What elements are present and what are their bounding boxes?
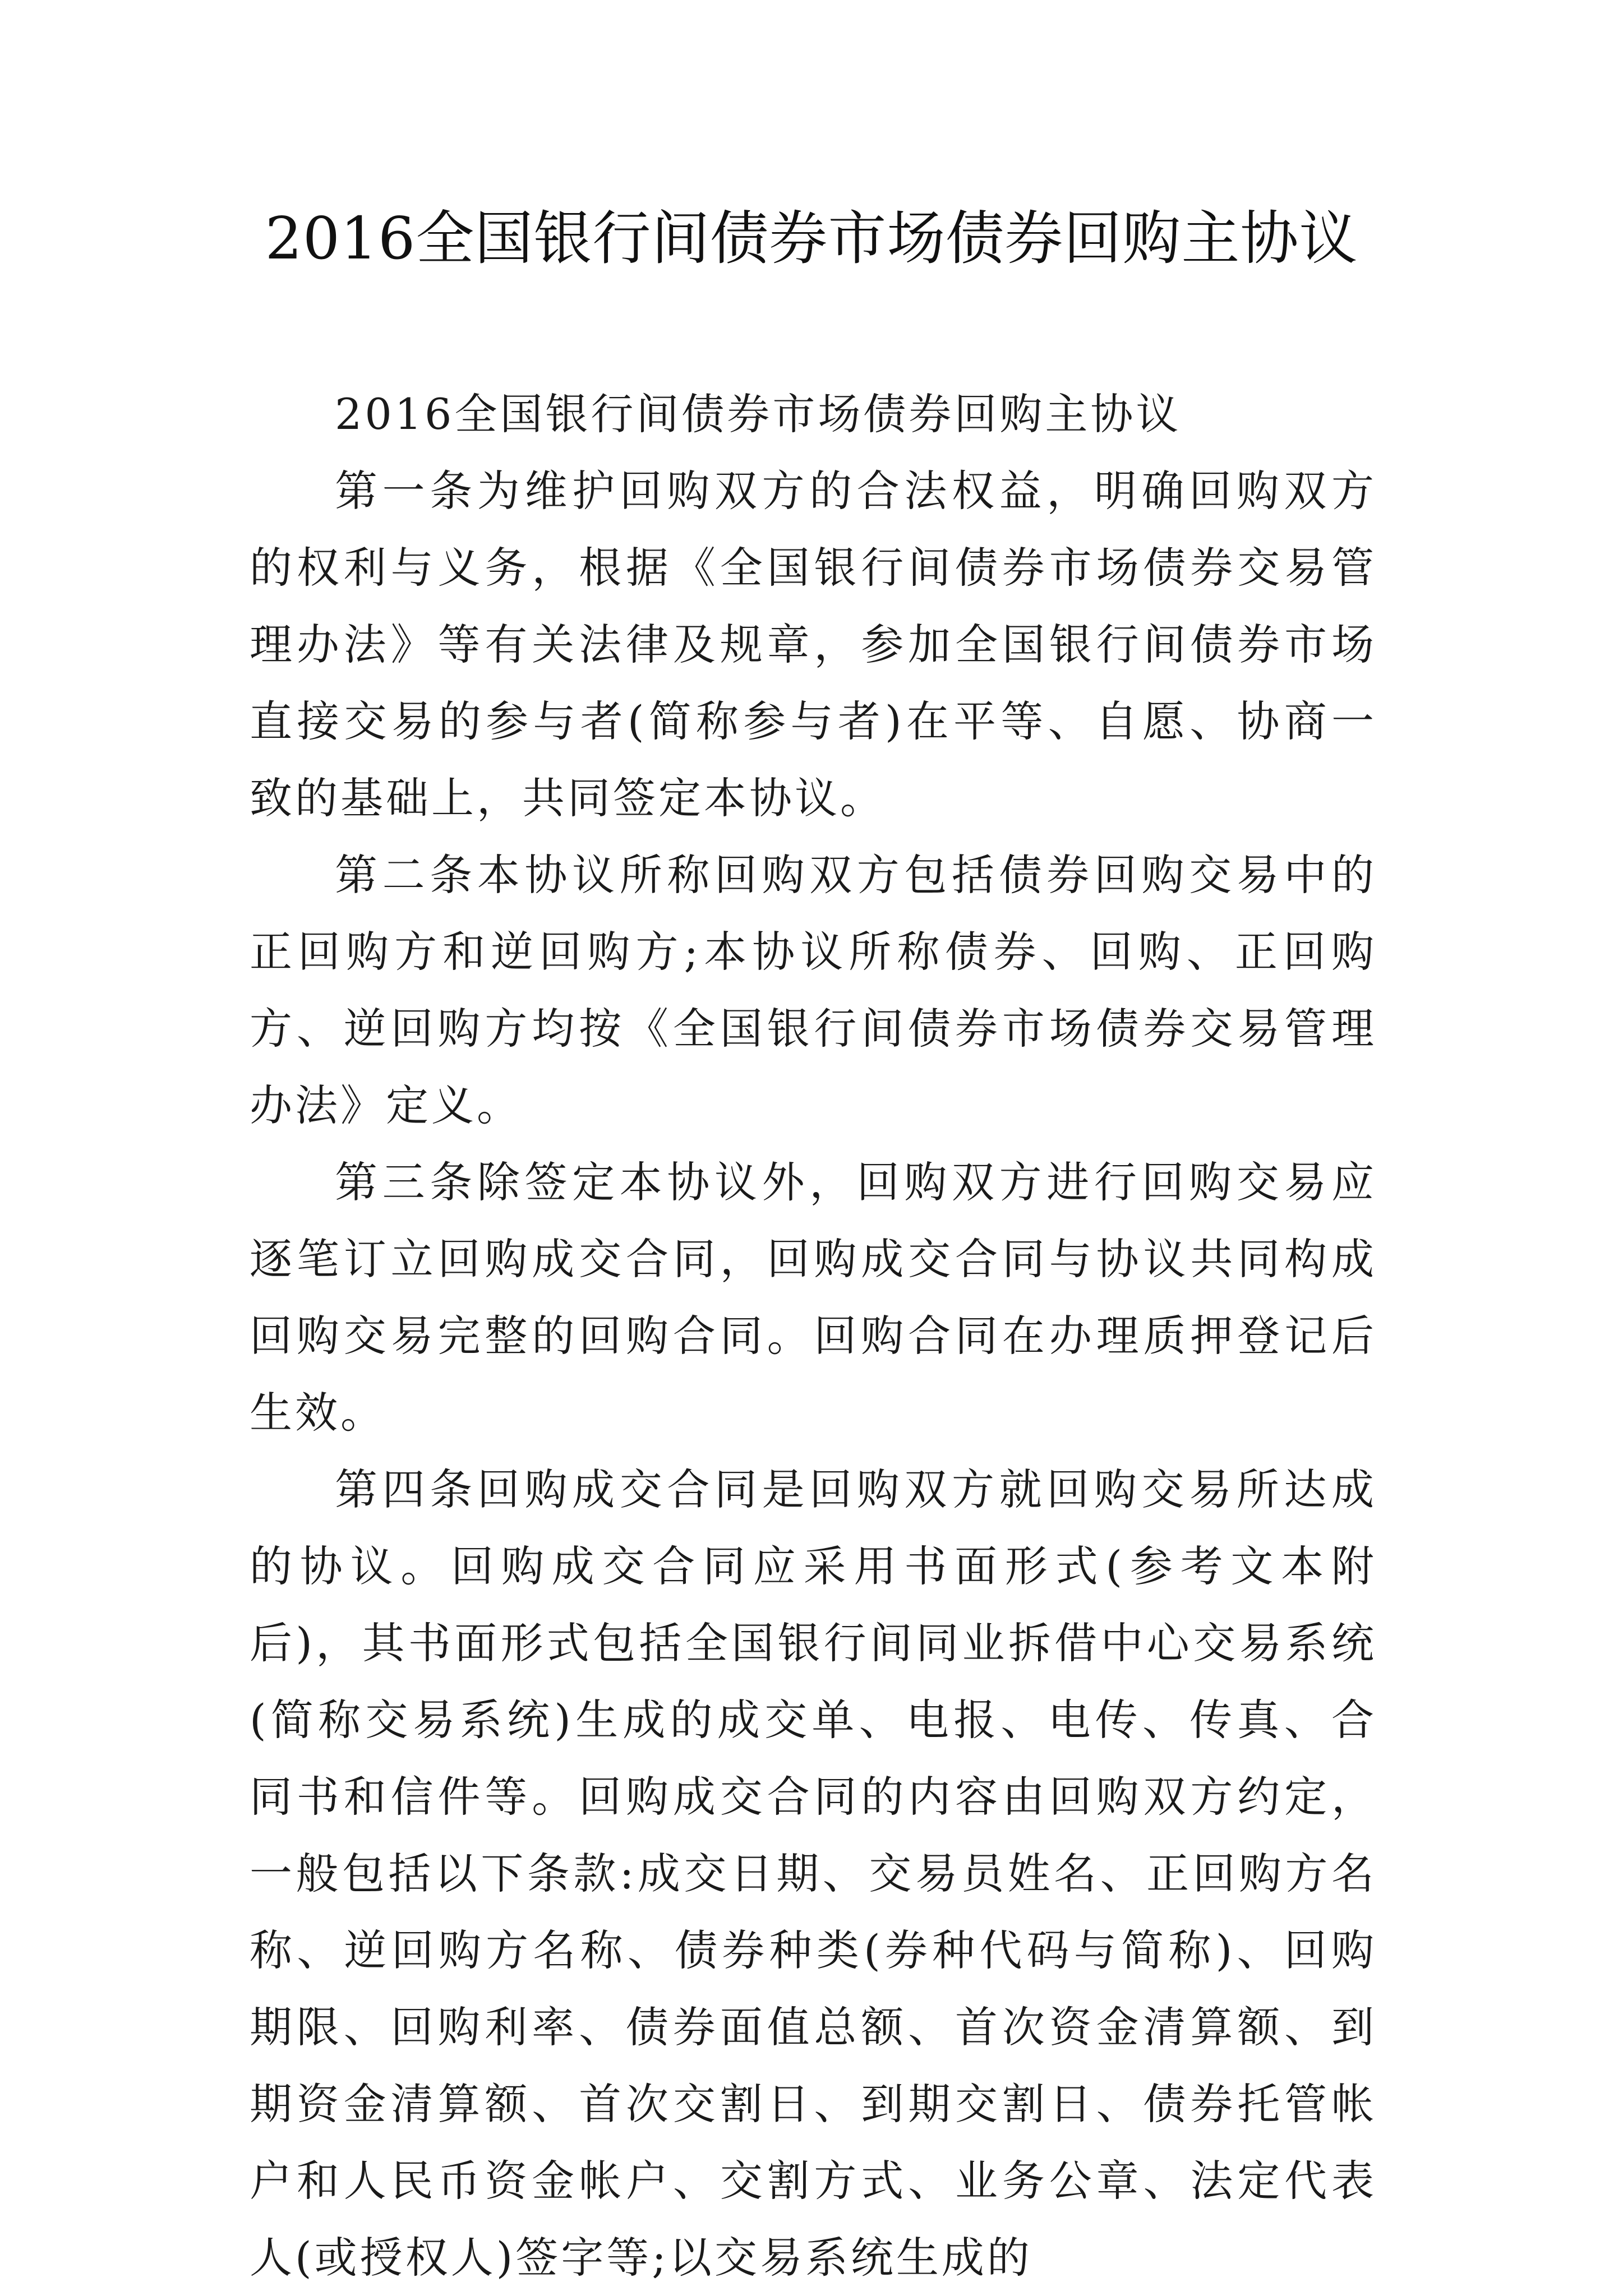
paragraph-article-3: 第三条除签定本协议外，回购双方进行回购交易应逐笔订立回购成交合同，回购成交合同与协议共同构成回购交易完整的回购合同。回购合同在办理质押登记后生效。 [250, 1157, 1377, 1438]
paragraph-article-4: 第四条回购成交合同是回购双方就回购交易所达成的协议。回购成交合同应采用书面形式(参考文本附后)，其书面形式包括全国银行间同业拆借中心交易系统(简称交易系统)生成的成交单、电报、电传、传真、合同书和信件等。回购成交合同的内容由回购双方约定，一般包括以下条款:成交日期、交易员姓名、正回购方名称、逆回购方名称、债券种类(券种代码与简称)、回购期限、回购利率、债券面值总额、首次资金清算额、到期资金清算额、首次交割日、到期交割日、债券托管帐户和人民币资金帐户、交割方式、业务公章、法定代表人(或授权人)签字等;以交易系统生成的 [250, 1465, 1377, 2283]
document-title: 2016全国银行间债券市场债券回购主协议 [265, 204, 1358, 272]
document-body [250, 376, 1377, 2296]
paragraph-article-2: 第二条本协议所称回购双方包括债券回购交易中的正回购方和逆回购方;本协议所称债券、回购、正回购方、逆回购方均按《全国银行间债券市场债券交易管理办法》定义。 [250, 850, 1377, 1130]
paragraph-article-1: 第一条为维护回购双方的合法权益，明确回购双方的权利与义务，根据《全国银行间债券市场债券交易管理办法》等有关法律及规章，参加全国银行间债券市场直接交易的参与者(简称参与者)在平等、自愿、协商一致的基础上，共同签定本协议。 [250, 466, 1377, 823]
paragraph-heading: 2016全国银行间债券市场债券回购主协议 [335, 389, 1182, 439]
